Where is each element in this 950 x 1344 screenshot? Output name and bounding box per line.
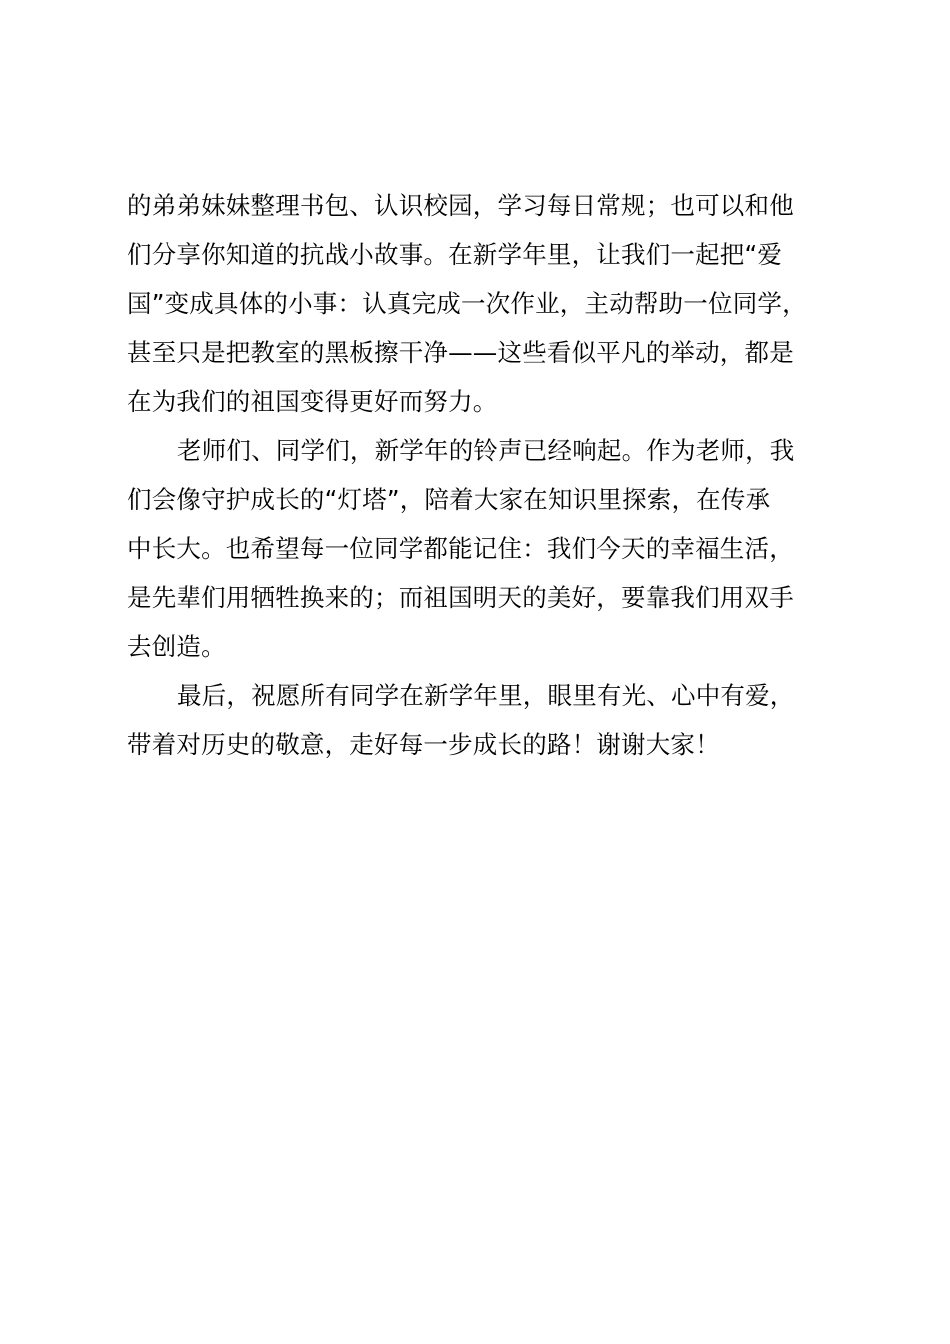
text-line: 是先辈们用牺牲换来的；而祖国明天的美好，要靠我们用双手 <box>127 583 794 612</box>
text-line: 们分享你知道的抗战小故事。在新学年里，让我们一起把“爱 <box>127 240 783 269</box>
text-line: 们会像守护成长的“灯塔”，陪着大家在知识里探索，在传承 <box>127 485 771 514</box>
text-line: 带着对历史的敬意，走好每一步成长的路！谢谢大家！ <box>127 730 720 759</box>
text-line: 中长大。也希望每一位同学都能记住：我们今天的幸福生活， <box>127 534 794 563</box>
text-line: 在为我们的祖国变得更好而努力。 <box>127 387 498 416</box>
text-line: 去创造。 <box>127 632 226 661</box>
paragraph-first-line: 老师们、同学们，新学年的铃声已经响起。作为老师，我 <box>177 436 795 465</box>
text-line: 国”变成具体的小事：认真完成一次作业，主动帮助一位同学， <box>127 289 807 318</box>
text-line: 的弟弟妹妹整理书包、认识校园，学习每日常规；也可以和他 <box>127 191 794 220</box>
paragraph-first-line: 最后，祝愿所有同学在新学年里，眼里有光、心中有爱， <box>177 681 795 710</box>
speech-text <box>127 181 867 769</box>
text-line: 甚至只是把教室的黑板擦干净——这些看似平凡的举动，都是 <box>127 338 794 367</box>
